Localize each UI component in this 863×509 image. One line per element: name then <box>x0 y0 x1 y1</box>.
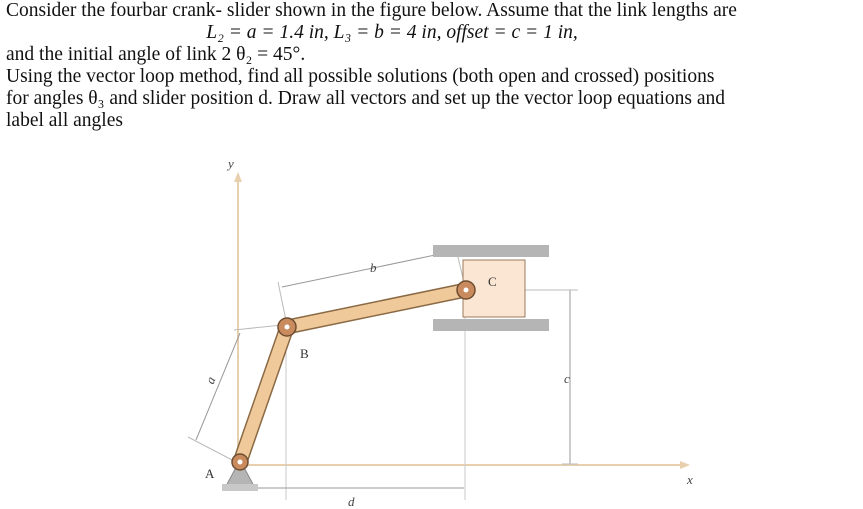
pin-c-center <box>464 288 469 293</box>
dim-a-ext-1 <box>188 437 236 462</box>
x-axis-label: x <box>687 472 693 487</box>
dim-a-line <box>196 333 240 440</box>
slider-bottom-rail <box>433 319 549 331</box>
problem-line-1: Consider the fourbar crank- slider shown in the figure below. Assume that the link lengths are <box>6 0 737 21</box>
problem-line-3: and the initial angle of link 2 θ₂ = 45°. <box>6 44 306 65</box>
dim-b-label: b <box>370 260 377 275</box>
slider-top-rail <box>433 245 549 257</box>
problem-line-5: for angles θ₃ and slider position d. Draw all vectors and set up the vector loop equations and <box>6 88 726 109</box>
dim-a-ext-2 <box>234 325 282 330</box>
problem-line-6: label all angles <box>6 110 123 131</box>
link-a-crank-fill <box>240 327 287 462</box>
pin-b-label: B <box>300 346 309 361</box>
pin-a-label: A <box>205 466 215 481</box>
problem-line-4: Using the vector loop method, find all possible solutions (both open and crossed) positions <box>6 66 715 87</box>
dim-c-label: c <box>564 371 570 386</box>
y-axis-arrow <box>234 172 242 182</box>
ground-base-a <box>222 484 258 491</box>
problem-line-2-equations: L₂ = a = 1.4 in, L₃ = b = 4 in, offset = c = 1 in, <box>206 22 578 43</box>
pin-a-center <box>238 460 243 465</box>
slider-label-c: C <box>488 274 497 289</box>
dim-d-label: d <box>348 494 355 509</box>
y-axis-label: y <box>228 156 234 171</box>
dim-a-label: a <box>202 374 219 386</box>
x-axis-arrow <box>680 461 690 469</box>
pin-b-center <box>285 325 290 330</box>
